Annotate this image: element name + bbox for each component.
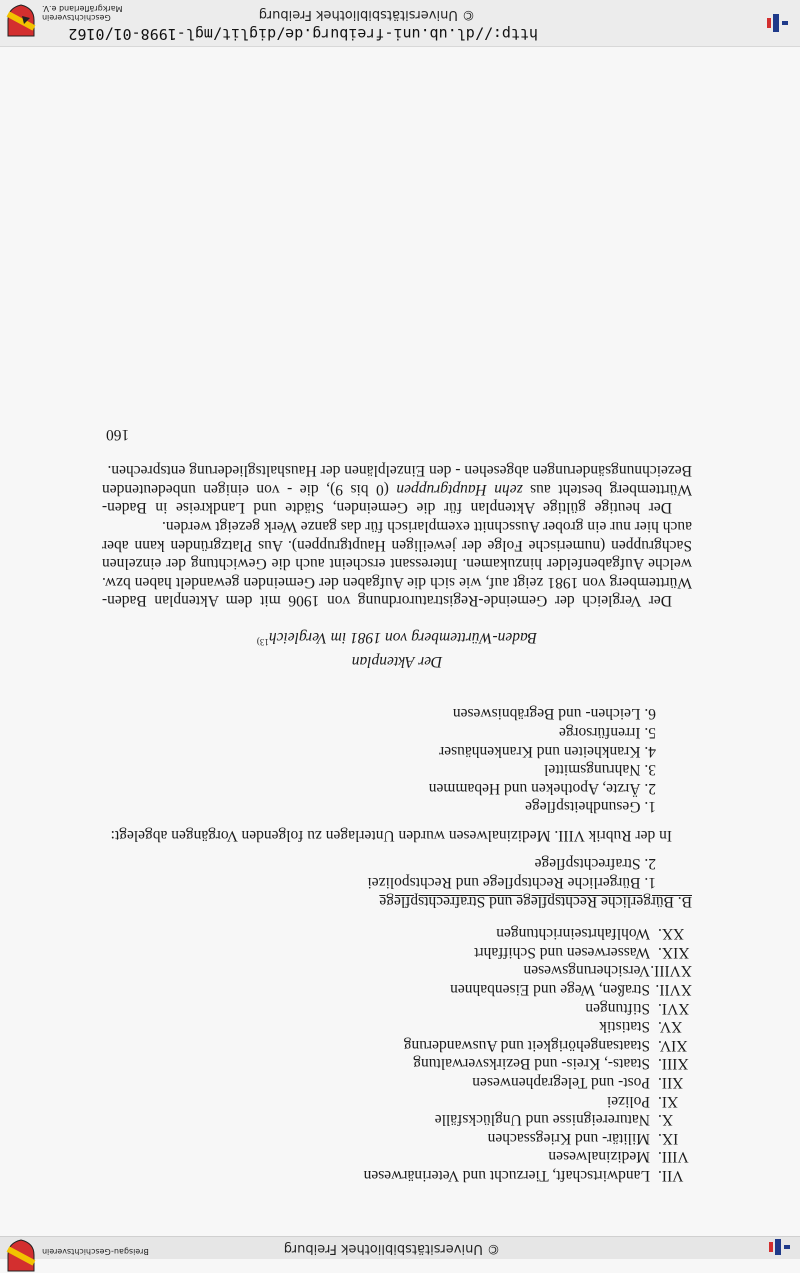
toc-label: Landwirtschaft, Tierzucht und Veterinärwesen	[363, 1167, 650, 1184]
med-item: 1. Gesundheitspflege	[525, 798, 656, 816]
toc-label: Polizei	[606, 1092, 650, 1110]
page-content	[102, 424, 692, 1184]
toc-number: IX.	[658, 1129, 679, 1147]
toc-label: Versicherungswesen	[523, 962, 650, 980]
toc-item	[102, 1035, 692, 1054]
med-item: 2. Ärzte, Apotheken und Hebammen	[428, 779, 656, 797]
library-logo-icon	[762, 1239, 794, 1255]
document-url[interactable]: http://dl.ub.uni-freiburg.de/diglit/mgl-1998-01/0162	[68, 25, 538, 43]
toc-number: XIX.	[658, 943, 690, 961]
med-item: 4. Krankheiten und Krankenhäuser	[439, 742, 656, 760]
toc-item	[102, 979, 692, 998]
toc-item	[102, 1091, 692, 1110]
section-b-item: 1. Bürgerliche Rechtspflege und Rechtspolizei	[367, 874, 656, 892]
society-crest-icon	[6, 4, 36, 38]
section-b-item: 2. Strafrechtspflege	[534, 855, 656, 873]
caption-line2: Baden-Württemberg von 1981 im Vergleich$^{13)}$	[256, 629, 538, 648]
toc-number: XVI.	[658, 999, 690, 1017]
toc-item	[102, 942, 692, 961]
library-logo-icon	[760, 16, 792, 32]
toc-item	[102, 998, 692, 1017]
toc-label: Post- und Telegraphenwesen	[472, 1074, 650, 1092]
toc-number: XVIII.	[650, 962, 692, 980]
med-item: 6. Leichen- und Begräbniswesen	[452, 705, 656, 723]
caption-line1: Der Aktenplan	[351, 652, 443, 670]
header-society: Breisgau-Geschichtsverein	[42, 1247, 149, 1256]
toc-label: Staatsangehörigkeit und Auswanderung	[403, 1036, 650, 1054]
toc-label: Straßen, Wege und Eisenbahnen	[450, 981, 650, 999]
toc-label: Staats-, Kreis- und Bezirksverwaltung	[413, 1055, 650, 1073]
page-number: 160	[106, 425, 130, 443]
toc-item	[102, 1165, 692, 1184]
paragraph-aktenplan: Der heutige gültige Aktenplan für die Gemeinden, Städte und Landkreise in Baden-Württemberg besteht aus zehn Hauptgruppen (0 bis 9), die - von einigen unbedeutenden Bezeichnungsänderungen abgesehen - den Einzelplänen der Haushaltsgliederung entsprechen.	[102, 462, 692, 517]
paragraph-comparison: Der Vergleich der Gemeinde-Registraturordnung von 1906 mit dem Aktenplan Baden-Württemberg von 1981 zeigt auf, wie sich die Aufgaben der Gemeinden gewandelt haben bzw. welche Aufgabenfelder hinzukamen. Interessant erscheint auch die Gewichtung der einzelnen Sachgruppen (numerische Folge der jeweiligen Hauptgruppen). Aus Platzgründen kann aber auch hier nur ein grober Ausschnitt exemplarisch für das ganze Werk gezeigt werden.	[102, 518, 692, 610]
toc-number: XIV.	[658, 1036, 688, 1054]
toc-label: Militär- und Kriegssachen	[487, 1129, 650, 1147]
toc-item	[102, 1128, 692, 1147]
toc-list	[102, 924, 692, 1184]
toc-item	[102, 961, 692, 980]
med-item: 5. Irrenfürsorge	[559, 723, 656, 741]
toc-item	[102, 1017, 692, 1036]
footer-society: Geschichtsverein Markgräflerland e.V.	[42, 4, 123, 22]
toc-number: XX.	[658, 925, 685, 943]
toc-label: Wohlfahrtseinrichtungen	[496, 925, 650, 943]
header-copyright: © Universitätsbibliothek Freiburg	[283, 1241, 500, 1256]
toc-number: VIII.	[658, 1148, 689, 1166]
society-crest-icon	[6, 1239, 36, 1273]
toc-label: Medizinalwesen	[548, 1148, 650, 1166]
toc-label: Statistik	[599, 1018, 650, 1036]
toc-number: X.	[658, 1111, 674, 1129]
toc-number: VII.	[658, 1167, 684, 1184]
toc-number: XIII.	[658, 1055, 689, 1073]
toc-item	[102, 1054, 692, 1073]
footer-copyright: © Universitätsbibliothek Freiburg	[258, 7, 475, 22]
toc-item	[102, 924, 692, 943]
section-b-heading: B. Bürgerliche Rechtspflege und Strafrechtspflege	[379, 892, 692, 910]
toc-number: XVII.	[655, 981, 692, 999]
toc-item	[102, 1147, 692, 1166]
toc-number: XI.	[658, 1092, 679, 1110]
footer-bar	[0, 0, 800, 47]
rubrik-paragraph: In der Rubrik VIII. Medizinalwesen wurden Unterlagen zu folgenden Vorgängen abgelegt:	[110, 826, 672, 844]
toc-label: Stiftungen	[585, 999, 650, 1017]
toc-item	[102, 1110, 692, 1129]
toc-number: XV.	[658, 1018, 683, 1036]
toc-label: Naturereignisse und Unglücksfälle	[434, 1111, 650, 1129]
toc-number: XII.	[658, 1074, 684, 1092]
header-bar	[0, 1236, 800, 1259]
toc-label: Wasserwesen und Schiffahrt	[474, 943, 650, 961]
med-item: 3. Nahrungsmittel	[544, 761, 656, 779]
footnote-ref: 13)	[256, 637, 269, 648]
toc-item	[102, 1072, 692, 1091]
